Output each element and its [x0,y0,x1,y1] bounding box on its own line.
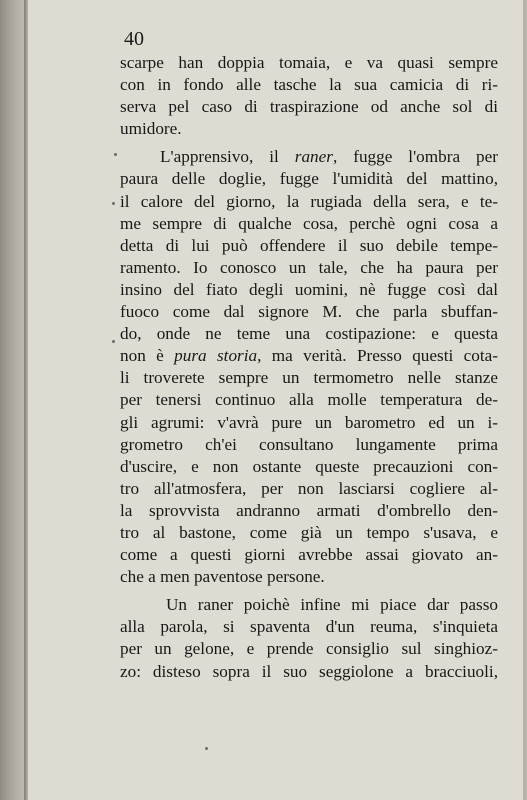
text-line: tro all'atmosfera, per non lasciarsi cogliere al- [120,478,498,498]
text-line: gli agrumi: v'avrà pure un barometro ed un i- [120,412,498,432]
text-line: tro al bastone, come già un tempo s'usava, e [120,522,498,542]
ink-speck [112,340,115,343]
text-line: scarpe han doppia tomaia, e va quasi sempre [120,53,498,72]
text-line: fuoco come dal signore M. che parla sbuffan- [120,302,498,322]
text-line: L'apprensivo, il raner, fugge l'ombra per [160,147,498,167]
text-line: non è pura storia, ma verità. Presso questi cota- [120,346,498,366]
text-line: come a questi giorni avrebbe assai giovato an- [120,545,498,565]
text-line: d'uscire, e non ostante queste precauzioni con- [120,456,498,476]
text-line: grometro ch'ei consultano lungamente prima [120,434,498,454]
text-line: umidore. [120,119,182,139]
text-line: alla parola, si spaventa d'un reuma, s'inquieta [120,617,498,637]
text-line: me sempre di qualche cosa, perchè ogni cosa a [120,213,498,233]
text-line: ramento. Io conosco un tale, che ha paura per [120,257,498,277]
page-number: 40 [124,28,144,50]
text-line: che a men paventose persone. [120,567,325,587]
ink-speck [112,202,115,205]
text-line: detta di lui può offendere il suo debile tempe- [120,235,498,255]
text-line: per tenersi continuo alla molle temperatura de- [120,390,498,410]
text-line: la sprovvista andranno armati d'ombrello den- [120,500,498,520]
ink-speck [205,747,208,750]
text-line: Un raner poichè infine mi piace dar passo [166,595,498,615]
text-line: zo: disteso sopra il suo seggiolone a bracciuoli, [120,661,498,681]
text-line: serva pel caso di traspirazione od anche sol di [120,97,498,117]
text-line: per un gelone, e prende consiglio sul singhioz- [120,639,498,659]
body-text [120,52,498,683]
binding-edge [0,0,26,800]
text-line: li troverete sempre un termometro nelle stanze [120,368,498,388]
text-line: il calore del giorno, la rugiada della sera, e te- [120,191,498,211]
text-line: paura delle doglie, fugge l'umidità del mattino, [120,169,498,189]
text-line: do, onde ne teme una costipazione: e questa [120,324,498,344]
ink-speck [114,153,117,156]
page-right-edge [523,0,527,800]
text-line: insino del fiato degli uomini, nè fugge così dal [120,279,498,299]
text-line: con in fondo alle tasche la sua camicia di ri- [120,75,498,95]
